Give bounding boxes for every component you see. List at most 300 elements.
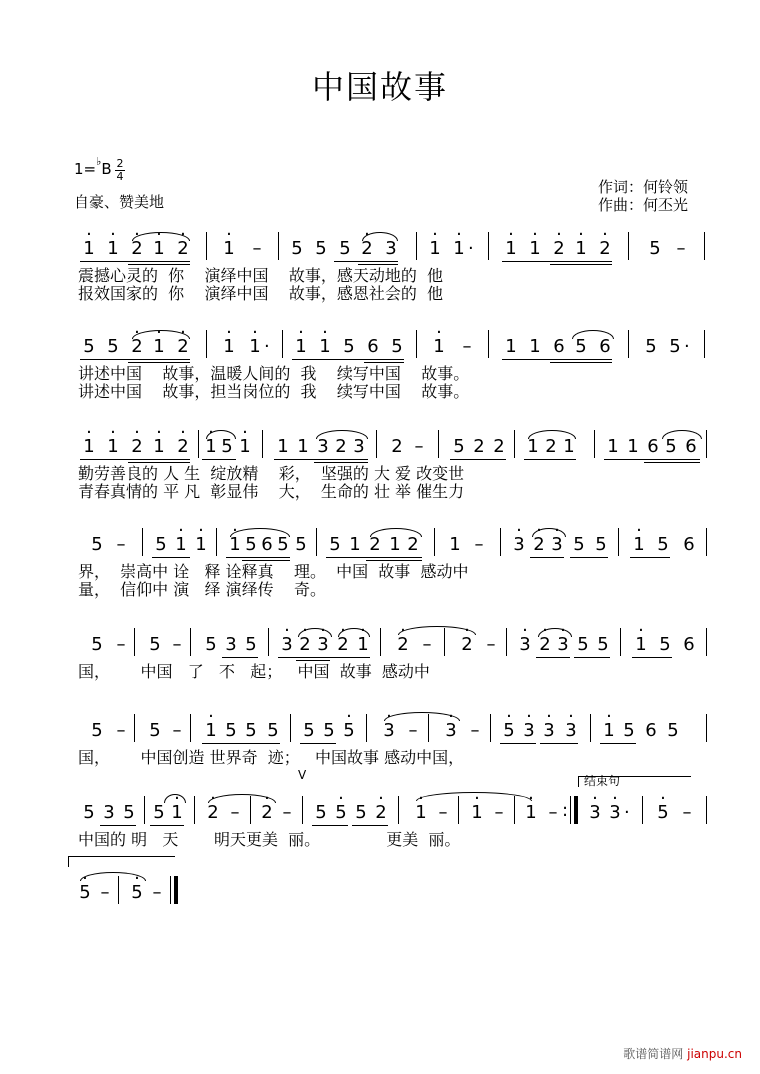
- slur-arc: [230, 528, 290, 537]
- bar-line: [642, 796, 643, 824]
- lyricist-credit: 作词：何铃领: [598, 178, 689, 196]
- beam-underline: [644, 462, 700, 463]
- note-digit: 5: [669, 336, 681, 357]
- note-digit: · 2: [460, 634, 474, 656]
- note-digit: · 5: [656, 802, 670, 824]
- note-digit: 5: [149, 634, 161, 655]
- bar-line: [594, 430, 595, 458]
- bar-line: [134, 714, 135, 742]
- sustain-dash: –: [116, 534, 126, 555]
- beam-underline: [80, 459, 190, 460]
- bar-line: [706, 430, 707, 458]
- bar-line: [704, 232, 705, 260]
- note-digit: 5: [221, 436, 233, 457]
- watermark-site: jianpu.cn: [687, 1047, 742, 1061]
- note-digit: · 1: [528, 238, 542, 260]
- bar-line: [618, 528, 619, 556]
- sustain-dash: –: [470, 720, 480, 741]
- bar-line: [706, 628, 707, 656]
- note-digit: 5: [339, 238, 351, 259]
- note-digit: 6: [261, 534, 273, 555]
- note-digit: 3: [385, 238, 397, 259]
- bar-line: [194, 796, 195, 824]
- time-signature: [115, 158, 125, 183]
- note-digit: 6: [367, 336, 379, 357]
- sustain-dash: –: [676, 238, 686, 259]
- note-digit: · 2: [176, 436, 190, 458]
- note-digit: 2: [493, 436, 505, 457]
- ending-label: 结束句: [584, 774, 621, 788]
- note-digit: 5: [577, 634, 589, 655]
- note-digit: · 3: [522, 720, 536, 742]
- bar-line: [416, 330, 417, 358]
- beam-underline: [502, 359, 612, 360]
- bar-line: [302, 796, 303, 824]
- beam-underline: [530, 557, 564, 558]
- note-digit: · 3: [444, 720, 458, 742]
- note-digit: 6: [645, 720, 657, 741]
- note-digit: · 2: [130, 336, 144, 358]
- note-digit: 2: [335, 436, 347, 457]
- note-digit: 5: [659, 634, 671, 655]
- beam-underline: [326, 557, 422, 558]
- beam-underline: [550, 362, 612, 363]
- note-digit: 5: [343, 336, 355, 357]
- note-digit: 2: [545, 436, 557, 457]
- bar-line: [628, 330, 629, 358]
- note-digit: 1: [389, 534, 401, 555]
- note-digit: · 2: [538, 634, 552, 656]
- bar-line: [706, 714, 707, 742]
- note-digit: 5: [149, 720, 161, 741]
- beam-underline: [500, 743, 536, 744]
- note-digit: · 3: [556, 634, 570, 656]
- note-digit: 5: [91, 534, 103, 555]
- note-digit: 6: [685, 436, 697, 457]
- bar-line: [134, 628, 135, 656]
- note-digit: · 1: [432, 336, 446, 358]
- bar-line: [190, 714, 191, 742]
- note-digit: 5: [597, 634, 609, 655]
- sustain-dash: –: [474, 534, 484, 555]
- bar-line: [262, 430, 263, 458]
- note-digit: · 3: [588, 802, 602, 824]
- note-digit: · 1: [318, 336, 332, 358]
- note-digit: 2: [473, 436, 485, 457]
- beam-underline: [128, 362, 190, 363]
- ending-bracket-continued: [68, 856, 175, 867]
- note-digit: · 1: [106, 436, 120, 458]
- note-digit: 5: [303, 720, 315, 741]
- note-digit: · 5: [78, 882, 92, 904]
- note-digit: 5: [107, 336, 119, 357]
- note-digit: · 1: [222, 336, 236, 358]
- sustain-dash: –: [230, 802, 240, 823]
- note-digit: · 2: [532, 534, 546, 556]
- beam-underline: [312, 825, 348, 826]
- sustain-dash: –: [252, 238, 262, 259]
- slur-arc: [206, 430, 236, 439]
- note-digit: · 1: [228, 534, 242, 556]
- bar-line: [198, 430, 199, 458]
- slur-arc: [528, 430, 576, 439]
- note-digit: 6: [599, 336, 611, 357]
- note-digit: 5: [91, 634, 103, 655]
- note-digit: · 1: [602, 720, 616, 742]
- sustain-dash: –: [414, 436, 424, 457]
- beam-underline: [80, 359, 190, 360]
- composer-credit: 作曲：何丕光: [598, 196, 689, 214]
- sustain-dash: –: [100, 882, 110, 903]
- sustain-dash: –: [682, 802, 692, 823]
- notation-line: [72, 872, 712, 908]
- note-digit: 5: [355, 802, 367, 823]
- note-digit: · 1: [294, 336, 308, 358]
- sustain-dash: –: [282, 802, 292, 823]
- bar-line: [488, 232, 489, 260]
- beam-underline: [300, 743, 336, 744]
- score-row-2: [0, 326, 760, 426]
- note-digit: · 2: [176, 238, 190, 260]
- note-digit: 5: [665, 436, 677, 457]
- sustain-dash: –: [408, 720, 418, 741]
- beam-underline: [222, 657, 258, 658]
- note-digit: 5: [391, 336, 403, 357]
- note-digit: 1: [349, 534, 361, 555]
- bar-line: [268, 628, 269, 656]
- beam-underline: [100, 825, 136, 826]
- beam-underline: [128, 264, 190, 265]
- notation-line: [72, 524, 712, 560]
- note-digit: · 1: [634, 634, 648, 656]
- note-digit: 5: [575, 336, 587, 357]
- note-digit: 5: [295, 534, 307, 555]
- bar-line: [380, 628, 381, 656]
- note-digit: · 1: [428, 238, 442, 260]
- time-top: 2: [116, 157, 124, 170]
- note-digit: 5: [123, 802, 135, 823]
- note-digit: 5: [245, 534, 257, 555]
- bar-line: [216, 528, 217, 556]
- sustain-dash: –: [172, 720, 182, 741]
- augmentation-dot: :: [562, 800, 569, 821]
- note-digit: 3: [317, 436, 329, 457]
- note-digit: · 1: [632, 534, 646, 556]
- note-digit: 5: [667, 720, 679, 741]
- note-digit: · 1: [524, 802, 538, 824]
- bar-line: [706, 796, 707, 824]
- beam-underline: [314, 462, 368, 463]
- beam-underline: [574, 657, 610, 658]
- expression-marking: 自豪、赞美地: [74, 193, 165, 211]
- key-prefix: 1=: [74, 160, 97, 178]
- note-digit: 5: [329, 534, 341, 555]
- note-digit: · 1: [174, 534, 188, 556]
- sustain-dash: –: [494, 802, 504, 823]
- note-digit: · 1: [470, 802, 484, 824]
- augmentation-dot: ·: [468, 238, 474, 259]
- note-digit: · 1: [238, 436, 252, 458]
- beam-underline: [604, 459, 700, 460]
- note-digit: · 3: [518, 634, 532, 656]
- note-digit: · 1: [248, 336, 262, 358]
- note-digit: · 3: [512, 534, 526, 556]
- note-digit: 1: [607, 436, 619, 457]
- beam-underline: [358, 264, 398, 265]
- note-digit: · 2: [598, 238, 612, 260]
- bar-line: [490, 714, 491, 742]
- bar-line: [416, 232, 417, 260]
- bar-line: [316, 528, 317, 556]
- note-digit: · 1: [82, 436, 96, 458]
- bar-line: [366, 714, 367, 742]
- note-digit: · 1: [356, 634, 370, 656]
- note-digit: 1: [505, 336, 517, 357]
- bar-line: [142, 528, 143, 556]
- note-digit: 3: [225, 634, 237, 655]
- beam-underline: [152, 557, 190, 558]
- beam-underline: [278, 657, 370, 658]
- note-digit: · 2: [336, 634, 350, 656]
- lyrics-line: 中国的 明 天 明天更美 丽。 更美 丽。: [78, 830, 461, 849]
- bar-line: [376, 430, 377, 458]
- note-digit: 5: [83, 802, 95, 823]
- note-digit: · 1: [452, 238, 466, 260]
- bar-line: [628, 232, 629, 260]
- key-note: B: [101, 160, 112, 178]
- bar-line: [278, 232, 279, 260]
- beam-underline: [352, 825, 388, 826]
- beam-underline: [274, 459, 368, 460]
- bar-line: [570, 796, 571, 824]
- notation-line: [72, 710, 712, 746]
- bar-line: [206, 330, 207, 358]
- beam-underline: [600, 743, 636, 744]
- note-digit: 5: [573, 534, 585, 555]
- beam-underline: [128, 462, 190, 463]
- bar-line: [620, 628, 621, 656]
- notation-line: [72, 624, 712, 660]
- note-digit: · 1: [82, 238, 96, 260]
- bar-line: [206, 232, 207, 260]
- beam-underline: [334, 261, 398, 262]
- note-digit: 5: [623, 720, 635, 741]
- lyrics-verse-1: 勤劳善良的 人 生 绽放精 彩， 坚强的 大 爱 改变世: [78, 464, 465, 483]
- lyrics-line: 国， 中国创造 世界奇 迹； 中国故事 感动中国，: [78, 748, 465, 767]
- bar-line: [398, 796, 399, 824]
- note-digit: · 2: [130, 238, 144, 260]
- bar-line: [144, 796, 145, 824]
- note-digit: · 3: [280, 634, 294, 656]
- beam-underline: [296, 660, 330, 661]
- note-digit: 1: [529, 336, 541, 357]
- note-digit: · 3: [564, 720, 578, 742]
- sustain-dash: –: [116, 634, 126, 655]
- slur-arc: [572, 330, 614, 339]
- note-digit: 6: [647, 436, 659, 457]
- notation-line: [72, 228, 712, 264]
- note-digit: 5: [657, 534, 669, 555]
- note-digit: · 3: [316, 634, 330, 656]
- bar-line: [590, 714, 591, 742]
- note-digit: 2: [391, 436, 403, 457]
- lyrics-verse-2: 讲述中国 故事，担当岗位的 我 续写中国 故事。: [78, 382, 470, 401]
- note-digit: · 1: [204, 436, 218, 458]
- note-digit: · 5: [130, 882, 144, 904]
- note-digit: 5: [155, 534, 167, 555]
- lyrics-verse-1: 讲述中国 故事，温暖人间的 我 续写中国 故事。: [78, 364, 470, 383]
- slur-arc: [416, 792, 532, 801]
- note-digit: 5: [91, 720, 103, 741]
- bar-line: [506, 628, 507, 656]
- notation-line: [72, 426, 712, 462]
- bar-line: [704, 330, 705, 358]
- slur-arc: [362, 232, 398, 241]
- beam-underline: [292, 359, 404, 360]
- note-digit: · 5: [342, 720, 356, 742]
- score-row-8: [0, 872, 760, 972]
- bar-line: [574, 796, 578, 824]
- beam-underline: [80, 261, 190, 262]
- lyrics-verse-2: 量， 信仰中 演 绎 演绎传 奇。: [78, 580, 326, 599]
- beam-underline: [202, 743, 280, 744]
- note-digit: · 3: [608, 802, 622, 824]
- sustain-dash: –: [152, 882, 162, 903]
- sustain-dash: –: [422, 634, 432, 655]
- note-digit: 3: [103, 802, 115, 823]
- beam-underline: [242, 560, 290, 561]
- note-digit: 6: [683, 634, 695, 655]
- note-digit: 5: [205, 634, 217, 655]
- augmentation-dot: ·: [264, 336, 270, 357]
- note-digit: · 2: [298, 634, 312, 656]
- beam-underline: [536, 657, 570, 658]
- note-digit: · 3: [382, 720, 396, 742]
- slur-arc: [370, 528, 422, 537]
- watermark: [623, 1045, 742, 1062]
- beam-underline: [570, 557, 608, 558]
- note-digit: 2: [407, 534, 419, 555]
- bar-line: [488, 330, 489, 358]
- note-digit: 5: [153, 802, 165, 823]
- note-digit: 1: [527, 436, 539, 457]
- lyrics-verse-2: 报效国家的 你 演绎中国 故事，感恩社会的 他: [78, 284, 444, 303]
- bar-line: [174, 876, 178, 904]
- beam-underline: [502, 261, 612, 262]
- note-digit: · 1: [504, 238, 518, 260]
- beam-underline: [364, 362, 404, 363]
- sustain-dash: –: [172, 634, 182, 655]
- note-digit: 5: [245, 720, 257, 741]
- bar-line: [514, 430, 515, 458]
- note-digit: 5: [645, 336, 657, 357]
- bar-line: [434, 528, 435, 556]
- beam-underline: [226, 557, 290, 558]
- note-digit: 5: [291, 238, 303, 259]
- lyrics-verse-2: 青春真情的 平 凡 彰显伟 大， 生命的 壮 举 催生力: [78, 482, 465, 501]
- beam-underline: [632, 657, 672, 658]
- note-digit: 5: [323, 720, 335, 741]
- beam-underline: [540, 743, 578, 744]
- beam-underline: [450, 459, 506, 460]
- flat-sign: ♭: [96, 155, 102, 168]
- notation-line: [72, 792, 712, 828]
- augmentation-dot: ·: [624, 802, 630, 823]
- note-digit: · 3: [550, 534, 564, 556]
- note-digit: 6: [683, 534, 695, 555]
- note-digit: 5: [315, 238, 327, 259]
- beam-underline: [150, 825, 184, 826]
- slur-arc: [662, 430, 702, 439]
- note-digit: · 1: [152, 238, 166, 260]
- note-digit: 1: [277, 436, 289, 457]
- note-digit: 3: [353, 436, 365, 457]
- lyrics-verse-1: 界， 崇高中 诠 释 诠释真 理。 中国 故事 感动中: [78, 562, 469, 581]
- breath-mark: V: [298, 768, 307, 782]
- lyrics-line: 国， 中国 了 不 起； 中国 故事 感动中: [78, 662, 430, 681]
- song-title: 中国故事: [311, 68, 448, 106]
- note-digit: · 1: [152, 436, 166, 458]
- note-digit: · 2: [176, 336, 190, 358]
- sustain-dash: –: [548, 802, 558, 823]
- augmentation-dot: ·: [684, 336, 690, 357]
- note-digit: · 5: [502, 720, 516, 742]
- beam-underline: [202, 459, 236, 460]
- beam-underline: [524, 459, 576, 460]
- note-digit: 5: [245, 634, 257, 655]
- note-digit: 5: [595, 534, 607, 555]
- note-digit: · 1: [194, 534, 208, 556]
- bar-line: [190, 628, 191, 656]
- bar-line: [500, 528, 501, 556]
- score-row-3: [0, 426, 760, 526]
- note-digit: 5: [83, 336, 95, 357]
- note-digit: 5: [267, 720, 279, 741]
- note-digit: · 2: [374, 802, 388, 824]
- note-digit: · 2: [206, 802, 220, 824]
- note-digit: · 1: [152, 336, 166, 358]
- note-digit: 1: [563, 436, 575, 457]
- note-digit: 6: [553, 336, 565, 357]
- score-row-5: [0, 624, 760, 724]
- beam-underline: [366, 560, 422, 561]
- beam-underline: [550, 264, 612, 265]
- note-digit: 1: [297, 436, 309, 457]
- sustain-dash: –: [462, 336, 472, 357]
- score-row-4: [0, 524, 760, 624]
- note-digit: · 2: [396, 634, 410, 656]
- note-digit: · 2: [360, 238, 374, 260]
- note-digit: 5: [649, 238, 661, 259]
- note-digit: · 2: [260, 802, 274, 824]
- note-digit: · 2: [130, 436, 144, 458]
- beam-underline: [630, 557, 670, 558]
- note-digit: · 1: [574, 238, 588, 260]
- note-digit: 2: [369, 534, 381, 555]
- note-digit: · 1: [204, 720, 218, 742]
- sustain-dash: –: [438, 802, 448, 823]
- sustain-dash: –: [116, 720, 126, 741]
- note-digit: 5: [315, 802, 327, 823]
- note-digit: · 5: [334, 802, 348, 824]
- note-digit: · 1: [106, 238, 120, 260]
- note-digit: 5: [277, 534, 289, 555]
- bar-line: [282, 330, 283, 358]
- slur-arc: [316, 430, 368, 439]
- time-bottom: 4: [116, 170, 124, 183]
- watermark-text: 歌谱简谱网: [623, 1047, 684, 1061]
- note-digit: · 1: [414, 802, 428, 824]
